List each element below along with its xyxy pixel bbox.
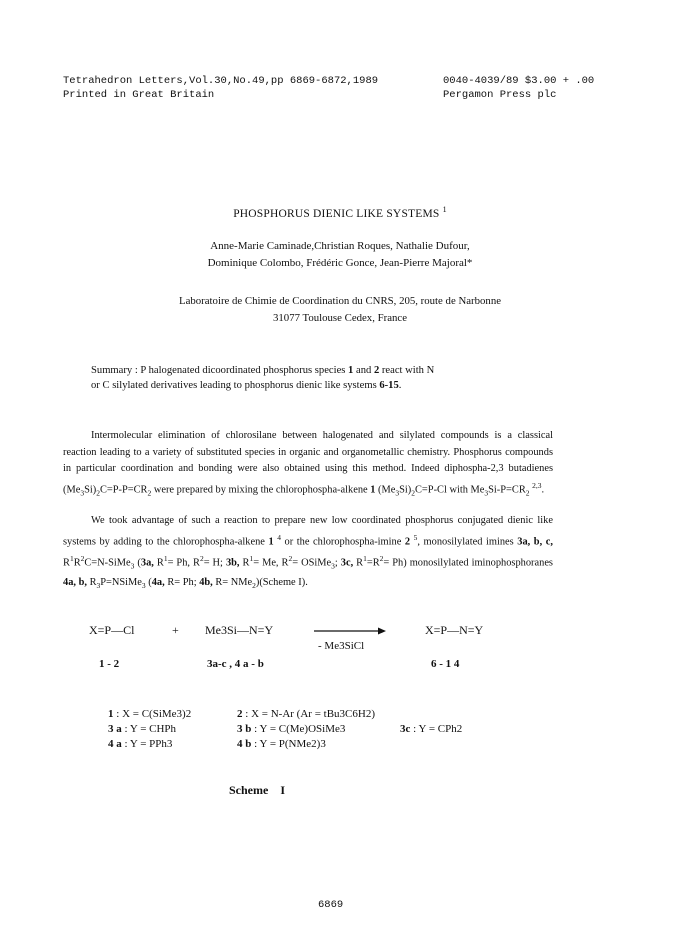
summary-line-1: Summary : P halogenated dicoordinated phosphorus species 1 and 2 react with N: [91, 365, 435, 376]
printed-line: Printed in Great Britain: [63, 89, 215, 101]
legend-2: 2 : X = N-Ar (Ar = tBu3C6H2): [237, 708, 375, 720]
affiliation-line-2: 31077 Toulouse Cedex, France: [273, 312, 407, 324]
authors-line-2: Dominique Colombo, Frédéric Gonce, Jean-Pierre Majoral*: [207, 257, 473, 269]
plus-sign: +: [172, 623, 179, 637]
body-paragraph-1: Intermolecular elimination of chlorosilane between halogenated and silylated compounds is a classical reaction leading to a variety of substituted species in organic and organometallic chemistry. Phosphorus compounds in particular coordination and bonding were also obtained using this method. Indeed diphospha-2,3 butadienes $(Me_3Si)_2C=P-P=CR_2$ were prepared by mixing the chlorophospha-alkene 1 $(Me_3Si)_2C=P-Cl$ with $Me_3Si-P=CR_2$ $^{2,3}$.: [63, 430, 553, 498]
title-footnote: 1: [442, 205, 447, 214]
label-reactant-1: 1 - 2: [99, 658, 120, 670]
reaction-arrow: [312, 626, 388, 636]
body-paragraph-2: We took advantage of such a reaction to prepare new low coordinated phosphorus conjugated dienic like systems by adding to the chlorophospha-alkene 1 $^4$ or the chlorophospha-imine 2 $^5$, monosilylated imines 3a, b, c, $R^1R^2C=N-SiMe_3$ (3a, $R^1= Ph$, $R^2= H$; 3b, $R^1= Me$, $R^2=$ OSiMe$_3$; 3c, $R^1=R^2= Ph$) monosilylated iminophosphoranes 4a, b, $R_3P=NSiMe_3$ (4a, R= Ph; 4b, R= NMe$_2$)(Scheme I).: [63, 515, 553, 590]
product: X=P—N=Y: [425, 623, 484, 637]
legend-4b: 4 b : Y = P(NMe2)3: [237, 738, 326, 750]
reactant-1: X=P—Cl: [89, 623, 135, 637]
affiliation-line-1: Laboratoire de Chimie de Coordination du CNRS, 205, route de Narbonne: [178, 295, 502, 307]
publisher-line: Pergamon Press plc: [443, 89, 557, 101]
summary: [91, 363, 434, 393]
authors-line-1: Anne-Marie Caminade,Christian Roques, Nathalie Dufour,: [210, 240, 470, 252]
price-line: 0040-4039/89 $3.00 + .00: [443, 75, 595, 87]
journal-line: Tetrahedron Letters,Vol.30,No.49,pp 6869-6872,1989: [63, 75, 379, 87]
legend-3c: 3c : Y = CPh2: [400, 723, 463, 735]
paper-title: PHOSPHORUS DIENIC LIKE SYSTEMS $^1$: [233, 205, 447, 220]
label-reactant-2: 3a-c , 4 a - b: [207, 658, 264, 670]
legend-3b: 3 b : Y = C(Me)OSiMe3: [237, 723, 346, 735]
summary-line-2: or C silylated derivatives leading to phosphorus dienic like systems 6-15.: [91, 380, 402, 391]
legend-4a: 4 a : Y = PPh3: [108, 738, 173, 750]
reactant-2: Me3Si—N=Y: [205, 623, 274, 637]
label-product: 6 - 1 4: [431, 658, 460, 670]
scheme-caption: Scheme I: [229, 783, 285, 797]
byproduct: - Me3SiCl: [318, 640, 365, 652]
legend-1: 1 : X = C(SiMe3)2: [108, 708, 192, 720]
page-number: 6869: [318, 899, 344, 911]
legend-3a: 3 a : Y = CHPh: [108, 723, 177, 735]
